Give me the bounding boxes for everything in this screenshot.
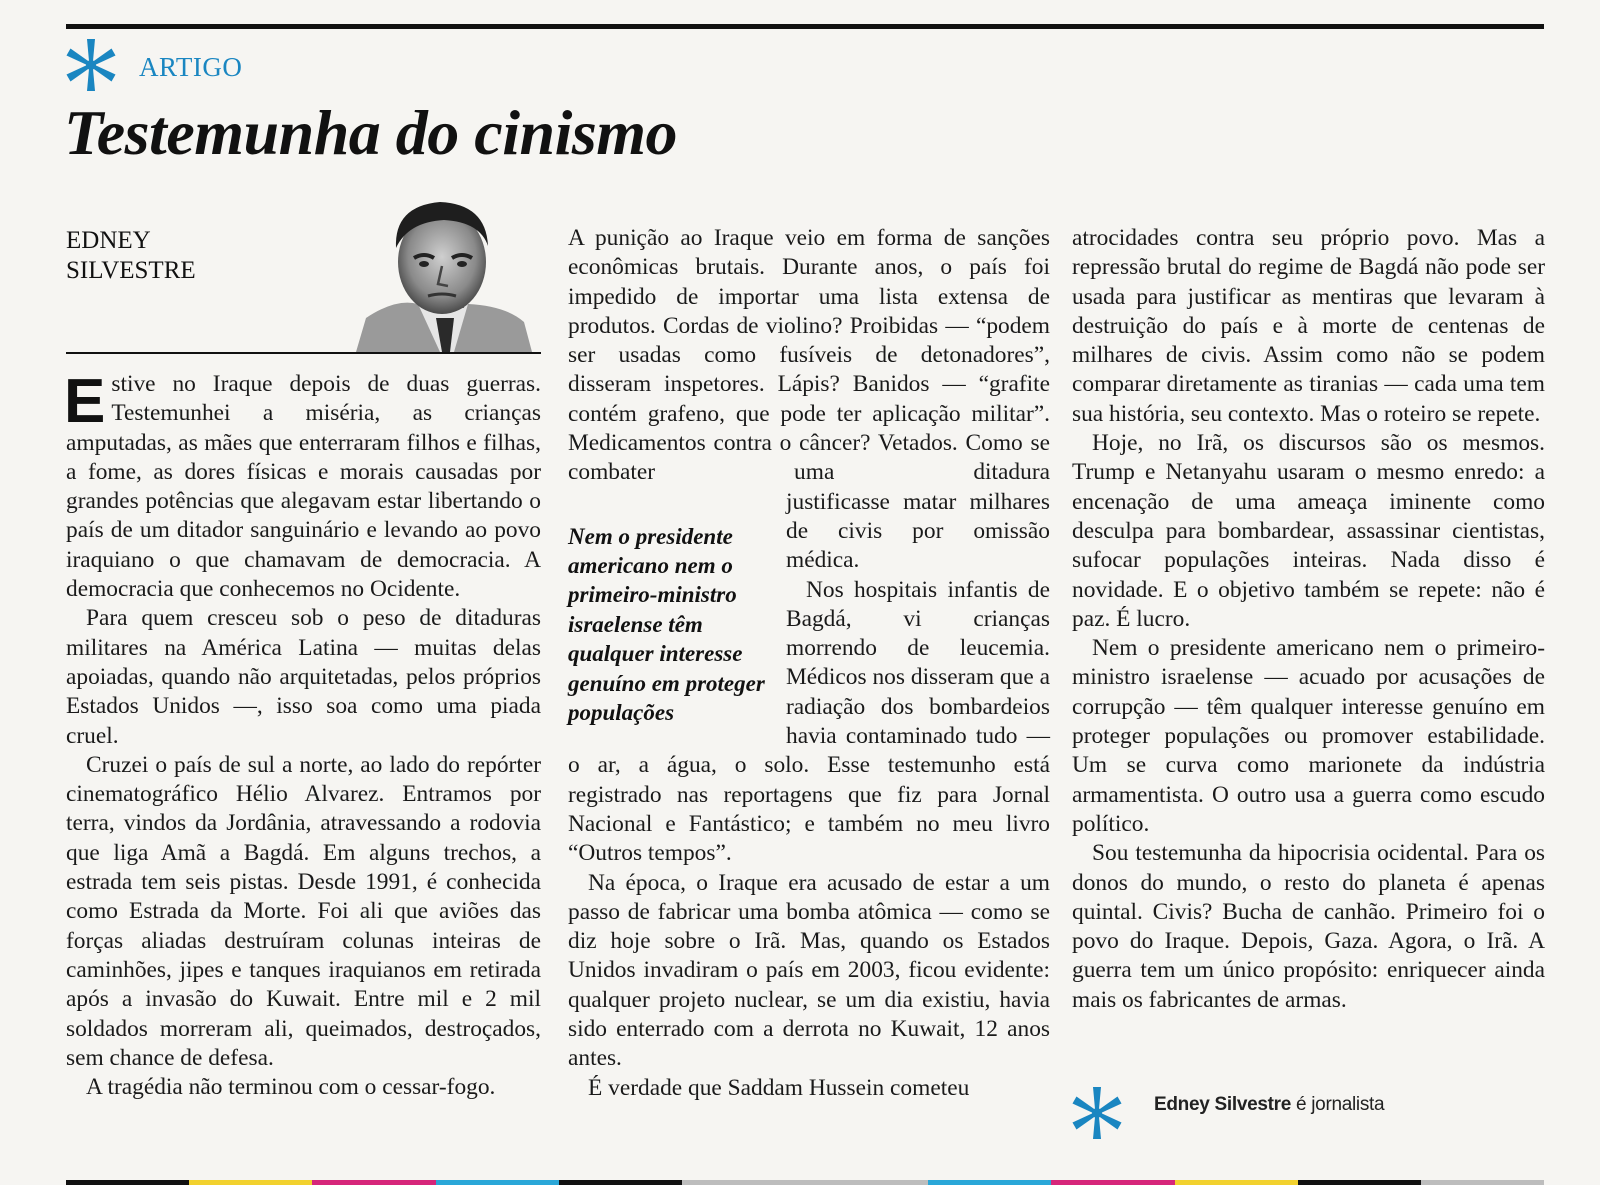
asterisk-star-icon (64, 38, 118, 92)
author-last-name: SILVESTRE (66, 257, 196, 284)
color-bar-segment (189, 1180, 312, 1185)
paragraph: Sou testemunha da hipocrisia ocidental. Para os donos do mundo, o resto do planeta é apenas quintal. Civis? Bucha de canhão. Primeiro foi o povo do Iraque. Depois, Gaza. Agora, o Irã. A guerra tem um único propósito: enriquecer ainda mais os fabricantes de armas. (1072, 840, 1545, 1013)
paragraph: A tragédia não terminou com o cessar-fogo. (86, 1074, 496, 1101)
paragraph (64, 367, 541, 604)
color-bar-segment (1175, 1180, 1298, 1185)
article-column-2 (568, 224, 1050, 1103)
color-bar-segment (66, 1180, 189, 1185)
asterisk-star-icon (1070, 1086, 1124, 1140)
paragraph: Na época, o Iraque era acusado de estar a um passo de fabricar uma bomba atômica — como se diz hoje sobre o Irã. Mas, quando os Estados Unidos invadiram o país em 2003, ficou evidente: qualquer projeto nuclear, se um dia existiu, havia sido enterrado com a derrota no Kuwait, 12 anos antes. (568, 869, 1050, 1072)
author-bio-role: é jornalista (1291, 1094, 1385, 1115)
paragraph: Para quem cresceu sob o peso de ditaduras militares na América Latina — muitas delas apoiadas, quando não arquitetadas, pelos próprios Estados Unidos —, isso soa como uma piada cruel. (66, 605, 541, 749)
color-bar-segment (805, 1180, 928, 1185)
color-bar-segment (436, 1180, 559, 1185)
author-bio (1154, 1094, 1384, 1116)
headline: Testemunha do cinismo (64, 97, 678, 168)
author-bio-name: Edney Silvestre (1154, 1094, 1292, 1115)
color-bar-segment (928, 1180, 1051, 1185)
color-bar-segment (682, 1180, 805, 1185)
section-label: ARTIGO (139, 52, 243, 82)
paragraph: Cruzei o país de sul a norte, ao lado do repórter cinematográfico Hélio Alvarez. Entramos por terra, vindos da Jordânia, atravessando a rodovia que liga Amã a Bagdá. Em alguns trechos, a estrada tem seis pistas. Desde 1991, é conhecida como Estrada da Morte. Foi ali que aviões das forças aliadas destruíram colunas inteiras de caminhões, jipes e tanques iraquianos em retirada após a invasão do Kuwait. Entre mil e 2 mil soldados morreram ali, queimados, destroçados, sem chance de defesa. (66, 751, 541, 1071)
byline-rule (66, 352, 541, 354)
article-column-1 (64, 367, 541, 1102)
color-bar-segment (312, 1180, 435, 1185)
paragraph: É verdade que Saddam Hussein cometeu (588, 1074, 970, 1101)
pull-quote: Nem o presidente americano nem o primeiro-ministro israelense têm qualquer interesse genuíno em proteger populações (568, 523, 765, 726)
author-first-name: EDNEY (66, 227, 151, 254)
paragraph: atrocidades contra seu próprio povo. Mas a repressão brutal do regime de Bagdá não pode ser usada para justificar as mentiras que levaram à destruição do país e à morte de centenas de milhares de civis. Assim como não se podem comparar diretamente as tiranias — cada uma tem sua história, seu contexto. Mas o roteiro se repete. (1072, 225, 1545, 427)
paragraph: Nem o presidente americano nem o primeiro-ministro israelense — acuado por acusações de corrupção — têm qualquer interesse genuíno em proteger populações ou promover estabilidade. Um se curva como marionete da indústria armamentista. O outro usa a guerra como escudo político. (1072, 635, 1545, 837)
article-column-3 (1072, 224, 1545, 1015)
color-bar-segment (1298, 1180, 1421, 1185)
paragraph-text: stive no Iraque depois de duas guerras. Testemunhei a miséria, as crianças amputadas, as mães que enterraram filhos e filhas, a fome, as dores físicas e morais causadas por grandes potências que alegavam estar libertando o país de um ditador sanguinário e levando ao povo iraquiano o que chamavam de democracia. A democracia que conhecemos no Ocidente. (66, 371, 541, 603)
color-registration-bar (66, 1180, 1544, 1185)
paragraph: Nos hospitais infantis de Bagdá, vi crianças morrendo de leucemia. Médicos nos disseram que a radiação dos bombardeios havia contaminado tudo — o ar, a água, o solo. Esse testemunho está registrado nas reportagens que fiz para Jornal Nacional e Fantástico; e também no meu livro “Outros tempos”. (568, 576, 1050, 867)
color-bar-segment (1051, 1180, 1174, 1185)
paragraph: A punição ao Iraque veio em forma de sanções econômicas brutais. Durante anos, o país foi impedido de importar uma lista extensa de produtos. Cordas de violino? Proibidas — “podem ser usadas como fusíveis de detonadores”, disseram inspetores. Lápis? Banidos — “grafite contém grafeno, que pode ter aplicação militar”. Medicamentos contra o câncer? Vetados. Como se combater uma ditadura jus Nem o presidente americano nem o primeiro-ministro israelense têm qualquer interesse genuíno em proteger populações tificasse matar milhares de civis por omissão médica. (568, 224, 1050, 576)
drop-cap: E (64, 367, 106, 436)
top-rule (66, 24, 1544, 29)
paragraph: Hoje, no Irã, os discursos são os mesmos. Trump e Netanyahu usaram o mesmo enredo: a encenação de uma ameaça iminente como desculpa para bombardear, assassinar cientistas, sufocar populações inteiras. Nada disso é novidade. E o objetivo também se repete: não é paz. É lucro. (1072, 430, 1545, 632)
color-bar-segment (559, 1180, 682, 1185)
color-bar-segment (1421, 1180, 1544, 1185)
author-portrait (356, 200, 532, 352)
